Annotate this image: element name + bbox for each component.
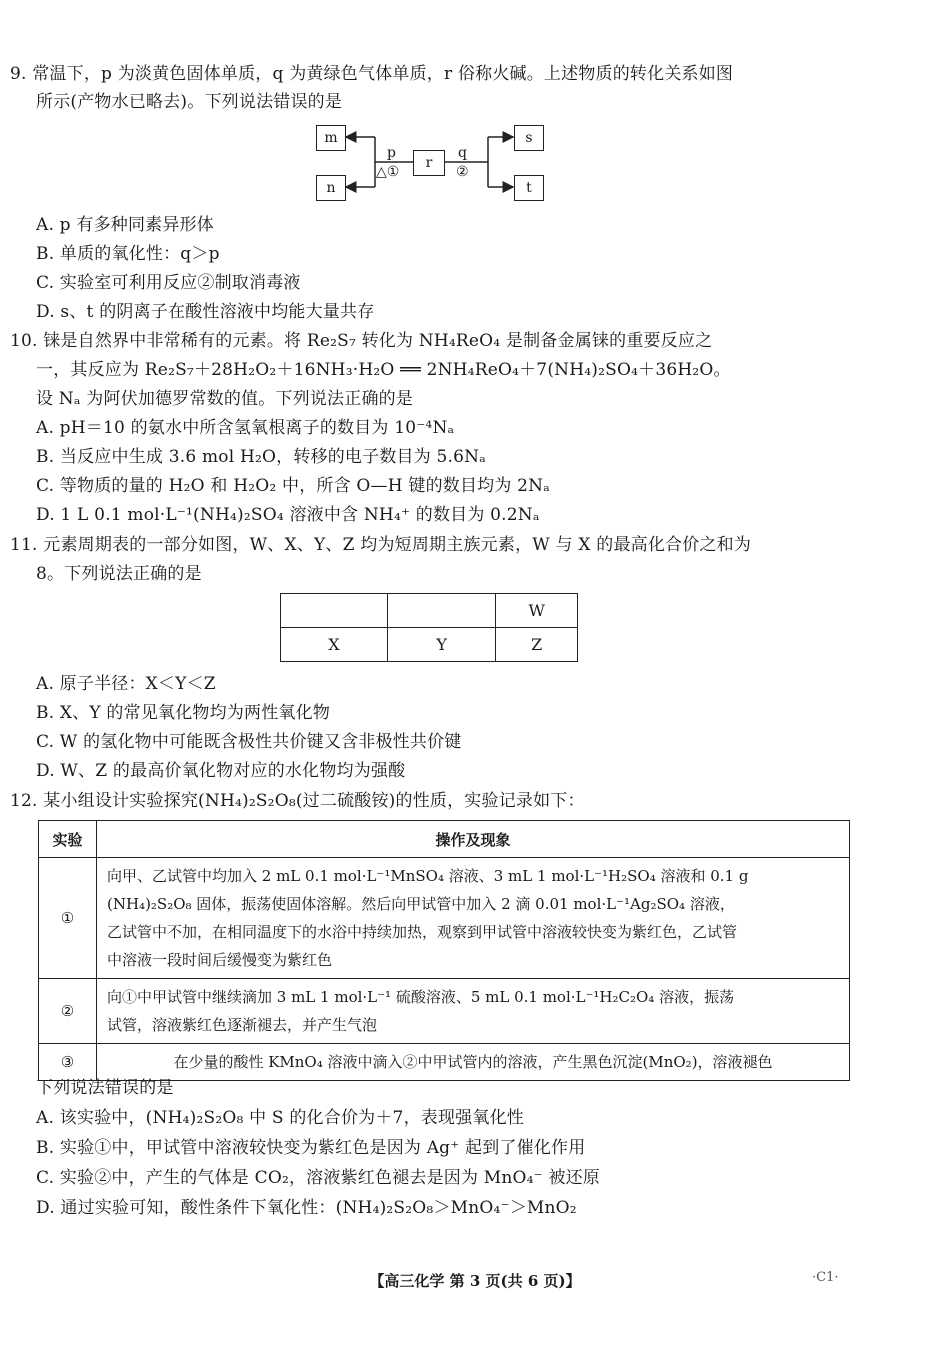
row1-line3: 乙试管中不加，在相同温度下的水浴中持续加热，观察到甲试管中溶液较快变为紫红色，乙试管 [107, 923, 738, 941]
q12-stem: 12. 某小组设计实验探究(NH₄)₂S₂O₈(过二硫酸铵)的性质，实验记录如下： [10, 791, 585, 811]
grid-cell-r1c1 [281, 594, 388, 628]
row1-line4: 中溶液一段时间后缓慢变为紫红色 [107, 951, 333, 969]
q9-stem-line1: 9. 常温下，p 为淡黄色固体单质，q 为黄绿色气体单质，r 俗称火碱。上述物质的转化关系如图 [10, 64, 734, 84]
q12-question: 下列说法错误的是 [36, 1078, 174, 1098]
q10-option-c: C. 等物质的量的 H₂O 和 H₂O₂ 中，所含 O—H 键的数目均为 2Nₐ [36, 476, 551, 496]
q11-stem-line2: 8。下列说法正确的是 [36, 564, 202, 584]
table-header-experiment: 实验 [39, 821, 97, 858]
periodic-table-fragment [280, 593, 578, 662]
q9-option-b: B. 单质的氧化性：q＞p [36, 244, 220, 264]
page-footer: 【高三化学 第 3 页(共 6 页)】 [369, 1272, 581, 1290]
q11-stem-line1: 11. 元素周期表的一部分如图，W、X、Y、Z 均为短周期主族元素，W 与 X 的最高化合价之和为 [10, 535, 752, 555]
diagram-label-p: p [387, 145, 396, 161]
grid-cell-w: W [496, 594, 578, 628]
experiment-table [38, 820, 850, 1081]
row1-num: ① [39, 858, 97, 979]
q10-stem-line3: 设 Nₐ 为阿伏加德罗常数的值。下列说法正确的是 [36, 389, 414, 409]
diagram-box-s: s [514, 125, 544, 151]
q9-stem-line2: 所示(产物水已略去)。下列说法错误的是 [36, 92, 343, 112]
q10-option-b: B. 当反应中生成 3.6 mol H₂O，转移的电子数目为 5.6Nₐ [36, 447, 486, 467]
q12-option-b: B. 实验①中，甲试管中溶液较快变为紫红色是因为 Ag⁺ 起到了催化作用 [36, 1138, 586, 1158]
q9-option-d: D. s、t 的阴离子在酸性溶液中均能大量共存 [36, 302, 375, 322]
grid-cell-r1c2 [387, 594, 496, 628]
diagram-box-r: r [413, 150, 445, 176]
table-header-procedure: 操作及现象 [97, 821, 850, 858]
diagram-label-cond1: △① [376, 164, 400, 180]
q11-option-d: D. W、Z 的最高价氧化物对应的水化物均为强酸 [36, 761, 406, 781]
q10-stem-line2: 一，其反应为 Re₂S₇＋28H₂O₂＋16NH₃·H₂O ══ 2NH₄ReO₄＋7(NH₄)₂SO₄＋36H₂O。 [36, 360, 731, 380]
row2-line1: 向①中甲试管中继续滴加 3 mL 1 mol·L⁻¹ 硫酸溶液、5 mL 0.1 mol·L⁻¹H₂C₂O₄ 溶液，振荡 [107, 988, 735, 1006]
diagram-label-cond2: ② [456, 164, 469, 180]
q12-option-d: D. 通过实验可知，酸性条件下氧化性：(NH₄)₂S₂O₈＞MnO₄⁻＞MnO₂ [36, 1198, 577, 1218]
q10-stem-line1: 10. 铼是自然界中非常稀有的元素。将 Re₂S₇ 转化为 NH₄ReO₄ 是制备金属铼的重要反应之 [10, 331, 713, 351]
row1-line1: 向甲、乙试管中均加入 2 mL 0.1 mol·L⁻¹MnSO₄ 溶液、3 mL 1 mol·L⁻¹H₂SO₄ 溶液和 0.1 g [107, 867, 749, 885]
q12-option-a: A. 该实验中，(NH₄)₂S₂O₈ 中 S 的化合价为＋7，表现强氧化性 [36, 1108, 524, 1128]
diagram-box-m: m [316, 125, 346, 151]
table-row [39, 979, 850, 1044]
row3-num: ③ [39, 1044, 97, 1081]
row1-line2: (NH₄)₂S₂O₈ 固体，振荡使固体溶解。然后向甲试管中加入 2 滴 0.01 mol·L⁻¹Ag₂SO₄ 溶液， [107, 895, 735, 913]
diagram-box-t: t [514, 175, 544, 201]
q9-option-c: C. 实验室可利用反应②制取消毒液 [36, 273, 301, 293]
q9-option-a: A. p 有多种同素异形体 [36, 215, 214, 235]
table-row [39, 858, 850, 979]
diagram-label-q: q [458, 145, 467, 161]
q11-option-c: C. W 的氢化物中可能既含极性共价键又含非极性共价键 [36, 732, 462, 752]
row2-num: ② [39, 979, 97, 1044]
grid-cell-z: Z [496, 628, 578, 662]
q11-option-b: B. X、Y 的常见氧化物均为两性氧化物 [36, 703, 331, 723]
row2-line2: 试管，溶液紫红色逐渐褪去，并产生气泡 [107, 1016, 378, 1034]
grid-cell-y: Y [387, 628, 496, 662]
q10-option-a: A. pH＝10 的氨水中所含氢氧根离子的数目为 10⁻⁴Nₐ [36, 418, 455, 438]
diagram-box-n: n [316, 175, 346, 201]
q12-option-c: C. 实验②中，产生的气体是 CO₂，溶液紫红色褪去是因为 MnO₄⁻ 被还原 [36, 1168, 601, 1188]
page-mark: ·C1· [812, 1270, 839, 1285]
q10-option-d: D. 1 L 0.1 mol·L⁻¹(NH₄)₂SO₄ 溶液中含 NH₄⁺ 的数目为 0.2Nₐ [36, 505, 540, 525]
q11-option-a: A. 原子半径：X＜Y＜Z [36, 674, 216, 694]
row3-line1: 在少量的酸性 KMnO₄ 溶液中滴入②中甲试管内的溶液，产生黑色沉淀(MnO₂)，溶液褪色 [173, 1053, 773, 1071]
grid-cell-x: X [281, 628, 388, 662]
table-row [39, 1044, 850, 1081]
